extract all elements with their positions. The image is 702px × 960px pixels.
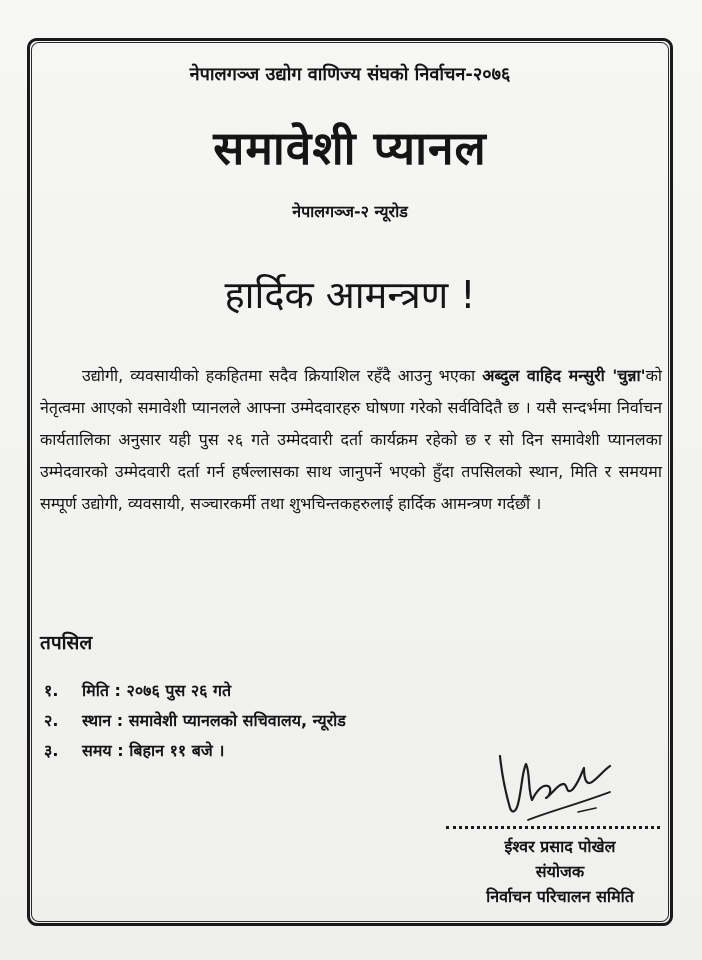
signatory-role: संयोजक <box>535 862 585 881</box>
signatory-committee: निर्वाचन परिचालन समिति <box>486 887 634 906</box>
details-item-number: ३. <box>44 741 59 760</box>
body-text-part1: उद्योगी, व्यवसायीको हकहितमा सदैव क्रियाशिल रहँदै आउनु भएका <box>82 366 483 385</box>
details-item-number: २. <box>44 711 59 730</box>
details-item-text: मिति : २०७६ पुस २६ गते <box>82 681 232 700</box>
details-item-place <box>44 706 346 736</box>
details-item-text: स्थान : समावेशी प्यानलको सचिवालय, न्यूरोड <box>82 711 346 730</box>
details-item-date <box>44 676 346 706</box>
handwritten-signature <box>488 742 618 832</box>
panel-location: नेपालगञ्ज-२ न्यूरोड <box>292 202 408 221</box>
signatory-name: ईश्वर प्रसाद पोखेल <box>504 837 616 856</box>
invitation-heading: हार्दिक आमन्त्रण ! <box>224 273 476 317</box>
panel-title: समावेशी प्यानल <box>213 121 487 175</box>
body-text-part2: को नेतृत्वमा आएको समावेशी प्यानलले आफ्ना उम्मेदवारहरु घोषणा गरेको सर्वविदितै छ । यसै सन्दर्भमा निर्वाचन कार्यतालिका अनुसार यही पुस २६ गते उम्मेदवारी दर्ता कार्यक्रम रहेको छ र सो दिन समावेशी प्यानलका उम्मेदवारको उम्मेदवारी दर्ता गर्न हर्षल्लासका साथ जानुपर्ने भएको हुँदा तपसिलको स्थान, मिति र समयमा सम्पूर्ण उद्योगी, व्यवसायी, सञ्चारकर्मी तथा शुभचिन्तकहरुलाई हार्दिक आमन्त्रण गर्दछौं । <box>40 366 662 513</box>
signatory-block <box>450 834 670 909</box>
details-heading: तपसिल <box>40 632 93 654</box>
signature-line <box>446 826 660 829</box>
details-item-number: १. <box>44 681 59 700</box>
leader-name: अब्दुल वाहिद मन्सुरी 'चुन्ना' <box>482 366 646 385</box>
details-item-text: समय : बिहान ११ बजे । <box>82 741 225 760</box>
invitation-body <box>40 360 662 520</box>
details-list <box>44 676 346 766</box>
details-item-time <box>44 736 346 766</box>
election-header: नेपालगञ्ज उद्योग वाणिज्य संघको निर्वाचन-२०७६ <box>189 64 511 85</box>
